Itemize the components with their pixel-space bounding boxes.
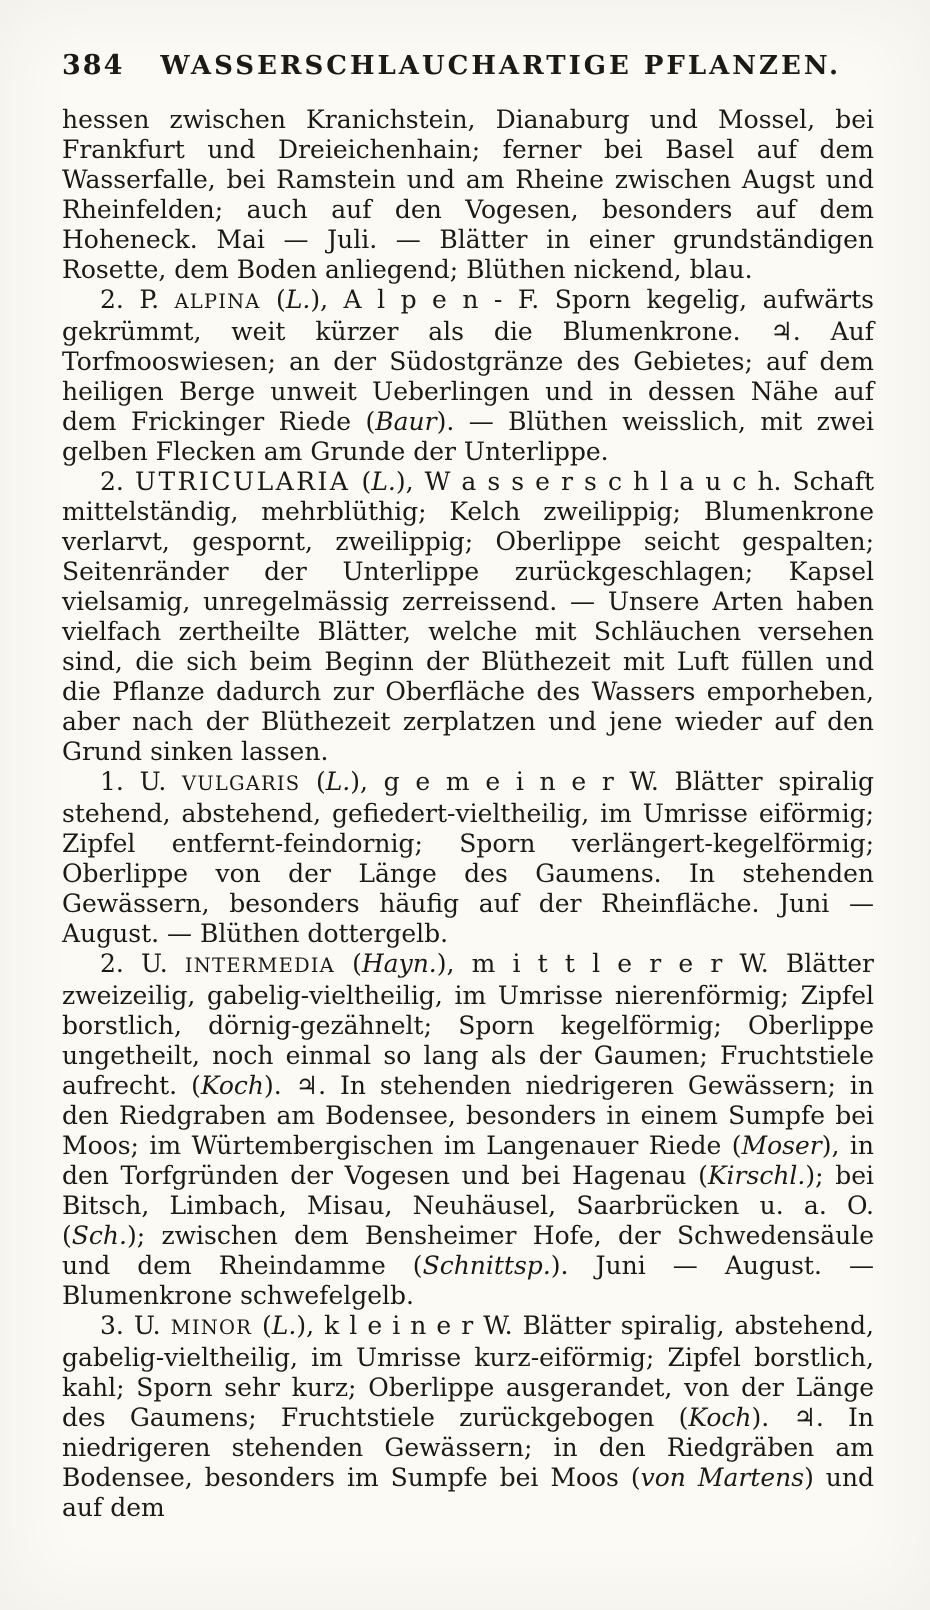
text-segment: L. [285, 285, 311, 314]
text-segment: ) und auf dem [62, 1463, 875, 1522]
text-segment: hessen zwischen Kranichstein, Dianaburg und Mossel, bei Frankfurt und Dreieichenhain; ferner bei Basel auf dem Wasserfalle, bei Ramstein und am Rheine zwischen Augst und Rheinfelden; auch auf den Vogesen, besonders auf dem Hoheneck. Mai — Juli. — Blätter in einer grundständigen Rosette, dem Boden anliegend; Blüthen nickend, blau. [62, 105, 874, 284]
paragraph [62, 767, 874, 949]
text-segment: L. [371, 467, 396, 496]
running-title: WASSERSCHLAUCHARTIGE PFLANZEN. [160, 51, 841, 81]
text-segment: Baur [375, 407, 437, 436]
text-segment: 2. P. [100, 285, 175, 314]
text-segment: ( [334, 949, 362, 978]
text-segment: 3. U. [100, 1311, 171, 1340]
text-body [62, 105, 874, 1523]
text-segment: ). — Blüthen weisslich, mit zwei gelben Flecken am Grunde der Unterlippe. [62, 407, 874, 466]
text-segment: ), k l e i n e r W. Blätter spiralig, abstehend, gabelig-vieltheilig, im Umrisse kurz-eiförmig; Zipfel borstlich, kahl; Sporn sehr kurz; Oberlippe ausgerandet, von der Länge des Gaumens; Fruchtstiele zurückgebogen ( [62, 1311, 875, 1432]
text-segment: ). ♃. In stehenden niedrigeren Gewässern; in den Riedgraben am Bodensee, besonders in einem Sumpfe bei Moos; im Würtembergischen im Langenauer Riede ( [62, 1071, 874, 1160]
page-number: 384 [62, 50, 125, 81]
text-segment: ( [300, 767, 326, 796]
text-segment: Sch. [71, 1221, 127, 1250]
text-segment: Hayn. [361, 949, 437, 978]
paragraph [62, 949, 874, 1311]
text-segment: ); bei Bitsch, Limbach, Misau, Neuhäusel, Saarbrücken u. a. O. ( [62, 1161, 874, 1250]
text-segment: ). Juni — August. — Blumenkrone schwefelgelb. [62, 1251, 874, 1310]
text-segment: ( [260, 285, 286, 314]
paragraph [62, 1311, 874, 1523]
text-segment: ), A l p e n - F. Sporn kegelig, aufwärts gekrümmt, weit kürzer als die Blumenkrone. ♃. Auf Torfmooswiesen; an der Südostgränze des Gebietes; auf dem heiligen Berge unweit Ueberlingen und in dessen Nähe auf dem Frickinger Riede ( [62, 285, 875, 436]
text-segment: ), in den Torfgründen der Vogesen und bei Hagenau ( [62, 1131, 874, 1190]
text-segment: ), m i t t l e r e r W. Blätter zweizeilig, gabelig-vieltheilig, im Umrisse nierenförmig; Zipfel borstlich, dörnig-gezähnelt; Sporn kegelförmig; Oberlippe ungetheilt, noch einmal so lang als der Gaumen; Fruchtstiele aufrecht. ( [62, 949, 875, 1100]
text-segment: UTRICULARIA [134, 467, 351, 496]
text-segment: Moser [741, 1131, 822, 1160]
text-segment: 2. U. [100, 949, 185, 978]
text-segment: ALPINA [174, 290, 261, 313]
text-segment: ); zwischen dem Bensheimer Hofe, der Schwedensäule und dem Rheindamme ( [62, 1221, 874, 1280]
text-segment: ( [251, 1311, 272, 1340]
paragraph [62, 105, 874, 285]
text-segment: L. [325, 767, 351, 796]
text-segment: ( [350, 467, 372, 496]
text-segment: INTERMEDIA [184, 954, 335, 977]
paragraph [62, 285, 874, 467]
paragraph [62, 467, 874, 767]
text-segment: 2. [100, 467, 135, 496]
text-segment: MINOR [170, 1316, 252, 1339]
text-segment: Kirschl. [707, 1161, 806, 1190]
text-segment: L. [271, 1311, 297, 1340]
text-segment: Koch [200, 1071, 264, 1100]
text-segment: VULGARIS [182, 772, 301, 795]
text-segment: von Martens [640, 1463, 805, 1492]
text-segment: Koch [688, 1403, 752, 1432]
page-header [62, 50, 874, 81]
text-segment: Schnittsp. [422, 1251, 551, 1280]
text-segment: ). ♃. In niedrigeren stehenden Gewässern; in den Riedgräben am Bodensee, besonders im Sumpfe bei Moos ( [62, 1403, 874, 1492]
text-segment: 1. U. [100, 767, 182, 796]
text-segment: ), W a s s e r s c h l a u c h. Schaft mittelständig, mehrblüthig; Kelch zweilippig; Blumenkrone verlarvt, gespornt, zweilippig; Oberlippe seicht gespalten; Seitenränder der Unterlippe zurückgeschlagen; Kapsel vielsamig, unregelmässig zerreissend. — Unsere Arten haben vielfach zertheilte Blätter, welche mit Schläuchen versehen sind, die sich beim Beginn der Blüthezeit mit Luft füllen und die Pflanze dadurch zur Oberfläche des Wassers emporheben, aber nach der Blüthezeit zerplatzen und jene wieder auf den Grund sinken lassen. [62, 467, 874, 766]
text-segment: ), g e m e i n e r W. Blätter spiralig stehend, abstehend, gefiedert-vieltheilig, im Umrisse eiförmig; Zipfel entfernt-feindornig; Sporn verlängert-kegelförmig; Oberlippe von der Länge des Gaumens. In stehenden Gewässern, besonders häufig auf der Rheinfläche. Juni — August. — Blüthen dottergelb. [62, 767, 874, 948]
